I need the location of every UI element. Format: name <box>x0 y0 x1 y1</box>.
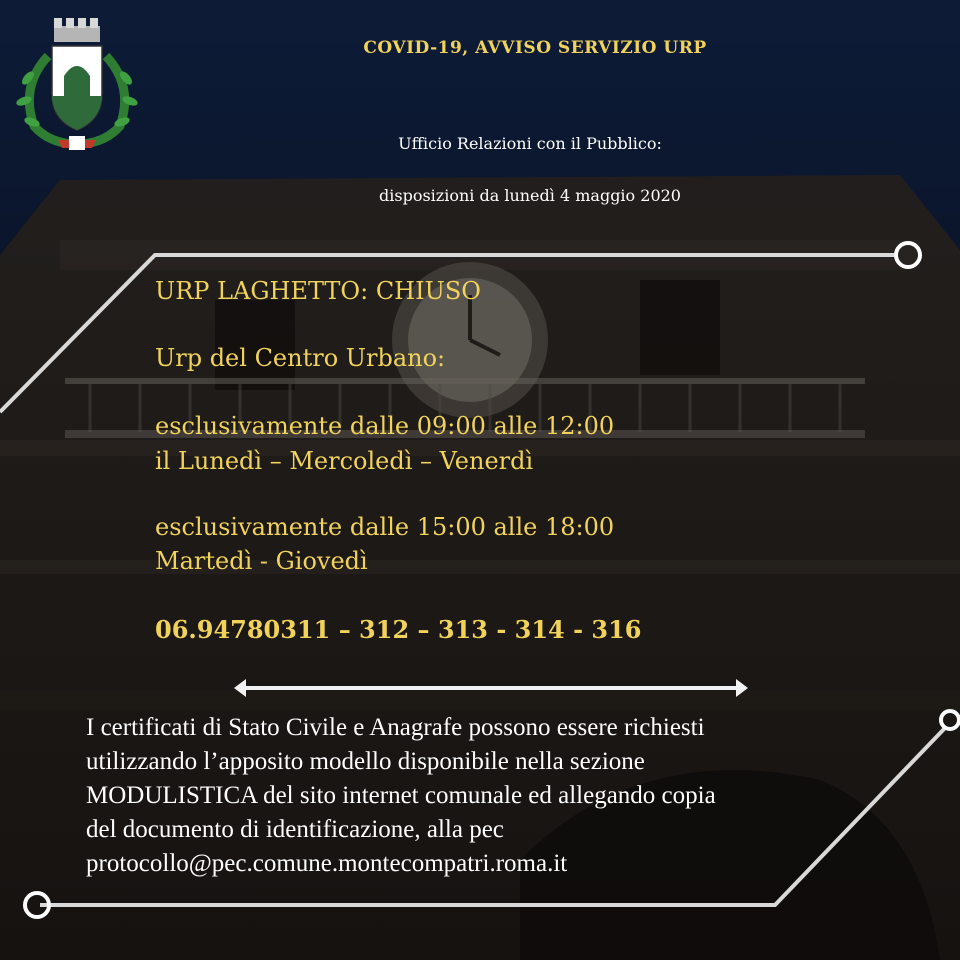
slot2-days: Martedì - Giovedì <box>155 547 368 575</box>
municipal-coat-of-arms-icon <box>14 16 140 152</box>
urp-laghetto-status: URP LAGHETTO: CHIUSO <box>155 277 481 305</box>
phone-numbers: 06.94780311 – 312 – 313 - 314 - 316 <box>155 615 642 644</box>
subtitle-line-1: Ufficio Relazioni con il Pubblico: <box>398 134 662 153</box>
slot2-time: esclusivamente dalle 15:00 alle 18:00 <box>155 513 615 541</box>
footer-line-2: utilizzando l’apposito modello disponibile nella sezione <box>86 748 645 775</box>
centro-urbano-label: Urp del Centro Urbano: <box>155 344 446 372</box>
footer-line-3: MODULISTICA del sito internet comunale ed allegando copia <box>86 782 716 809</box>
footer-line-4: del documento di identificazione, alla pec <box>86 816 504 843</box>
footer-line-1: I certificati di Stato Civile e Anagrafe possono essere richiesti <box>86 714 705 741</box>
slot1-days: il Lunedì – Mercoledì – Venerdì <box>155 447 534 475</box>
footer-pec-address: protocollo@pec.comune.montecompatri.roma.it <box>86 850 568 877</box>
subtitle-line-2: disposizioni da lunedì 4 maggio 2020 <box>379 186 681 205</box>
slot1-time: esclusivamente dalle 09:00 alle 12:00 <box>155 412 615 440</box>
page-title: COVID-19, AVVISO SERVIZIO URP <box>363 38 707 58</box>
